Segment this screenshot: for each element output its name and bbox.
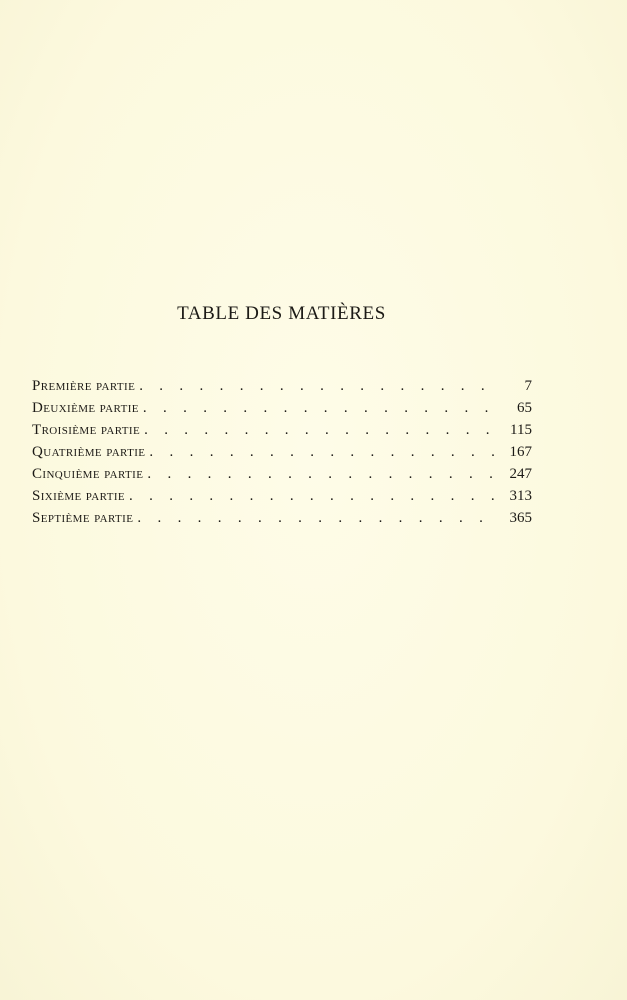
toc-entry-quatrieme-partie xyxy=(32,441,532,463)
toc-entry-troisieme-partie xyxy=(32,419,532,441)
toc-entry-label: Sixième partie xyxy=(32,488,126,504)
toc-entry-page-number: 313 xyxy=(509,488,532,504)
toc-entry-label: Septième partie xyxy=(32,510,134,526)
toc-entry-label: Cinquième partie xyxy=(32,466,144,482)
toc-entry-cinquieme-partie xyxy=(32,463,532,485)
dot-leader xyxy=(139,397,498,419)
toc-entry-label: Quatrième partie xyxy=(32,444,146,460)
table-of-contents xyxy=(32,375,532,529)
toc-entry-sixieme-partie xyxy=(32,485,532,507)
dot-leader xyxy=(140,419,498,441)
toc-entry-label: Troisième partie xyxy=(32,422,141,438)
toc-entry-deuxieme-partie xyxy=(32,397,532,419)
toc-entry-septieme-partie xyxy=(32,507,532,529)
dot-leader xyxy=(145,441,498,463)
toc-entry-page-number: 365 xyxy=(509,510,532,526)
dot-leader xyxy=(133,507,498,529)
dot-leader xyxy=(135,375,498,397)
toc-entry-premiere-partie xyxy=(32,375,532,397)
toc-entry-label: Deuxième partie xyxy=(32,400,139,416)
toc-entry-page-number: 167 xyxy=(509,444,532,460)
dot-leader xyxy=(143,463,498,485)
toc-entry-label: Première partie xyxy=(32,378,136,394)
toc-entry-page-number: 65 xyxy=(517,400,532,416)
page-title: TABLE DES MATIÈRES xyxy=(177,303,386,324)
dot-leader xyxy=(125,485,498,507)
toc-entry-page-number: 7 xyxy=(524,378,532,394)
toc-entry-page-number: 247 xyxy=(509,466,532,482)
toc-entry-page-number: 115 xyxy=(510,422,532,438)
